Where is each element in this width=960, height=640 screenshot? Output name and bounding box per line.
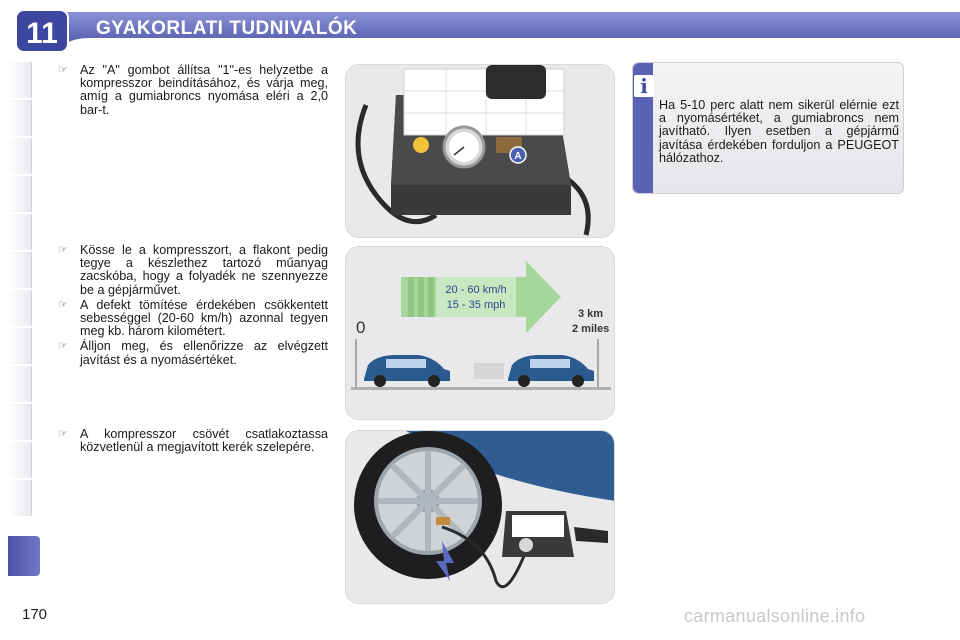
instruction-text: A defekt tömítése érdekében csökkentett sebességgel (20-60 km/h) azonnal tegyen meg kb. három kilométert. [80,297,328,339]
page-number: 170 [22,606,48,623]
instruction-text: Az "A" gombot állítsa "1"-es helyzetbe a kompresszor beindításához, és várja meg, amíg a gumiabroncs nyomása eléri a 2,0 bar-t. [80,63,328,117]
chapter-tab[interactable] [8,138,32,174]
chapter-tab[interactable] [8,176,32,212]
instruction-block-3 [58,428,328,456]
chapter-tab[interactable] [8,252,32,288]
chapter-tab[interactable] [8,442,32,478]
info-icon: i [634,75,654,97]
pointing-hand-icon: ☞ [58,340,68,353]
chapter-number: 11 [26,17,58,50]
chapter-tabs [8,62,34,578]
chapter-tab[interactable] [8,404,32,440]
pointing-hand-icon: ☞ [58,298,68,311]
speed-kmh-label: 20 - 60 km/h [445,284,507,296]
wheel-figure [345,430,615,604]
compressor-figure [345,64,615,238]
chapter-tab[interactable] [8,366,32,402]
chapter-tab[interactable] [8,100,32,136]
wheel-illustration [346,431,615,604]
distance-km-label: 3 km [578,308,604,320]
instruction-item [58,428,328,454]
chapter-tab[interactable] [8,214,32,250]
instruction-text: A kompresszor csövét csatlakoztassa közvetlenül a megjavított kerék szelepére. [80,427,328,455]
info-box [632,62,904,194]
instruction-item [58,299,328,339]
driving-figure [345,246,615,420]
instruction-block-1 [58,64,328,119]
start-distance-label: 0 [356,318,366,337]
page-title: GYAKORLATI TUDNIVALÓK [96,18,358,39]
instruction-block-2 [58,244,328,369]
chapter-tab[interactable] [8,290,32,326]
speed-mph-label: 15 - 35 mph [446,299,506,311]
pointing-hand-icon: ☞ [58,428,68,440]
chapter-tab-active[interactable] [8,536,40,576]
distance-miles-label: 2 miles [572,323,610,335]
info-text: Ha 5-10 perc alatt nem sikerül elérnie ezt a nyomásértéket, a gumiabroncs nem javítható. Ilyen esetben a gépjármű javítása érdekében forduljon a PEUGEOT hálózathoz. [659,98,899,165]
pointing-hand-icon: ☞ [58,64,68,76]
instruction-item [58,340,328,366]
instruction-text: Kösse le a kompresszort, a flakont pedig tegye a készlethez tartozó műanyag zacskóba, hogy a folyadék ne szennyezze be a gépjárművet. [80,243,328,297]
pointing-hand-icon: ☞ [58,244,68,256]
compressor-illustration [346,65,615,238]
driving-illustration [346,247,615,420]
watermark: carmanualsonline.info [684,606,866,626]
chapter-tab[interactable] [8,480,32,516]
chapter-tab[interactable] [8,62,32,98]
button-a-label: A [514,151,522,162]
instruction-item [58,244,328,297]
chapter-tab[interactable] [8,328,32,364]
chapter-badge [14,8,70,54]
instruction-text: Álljon meg, és ellenőrizze az elvégzett javítást és a nyomásértéket. [80,339,328,367]
instruction-item [58,64,328,117]
